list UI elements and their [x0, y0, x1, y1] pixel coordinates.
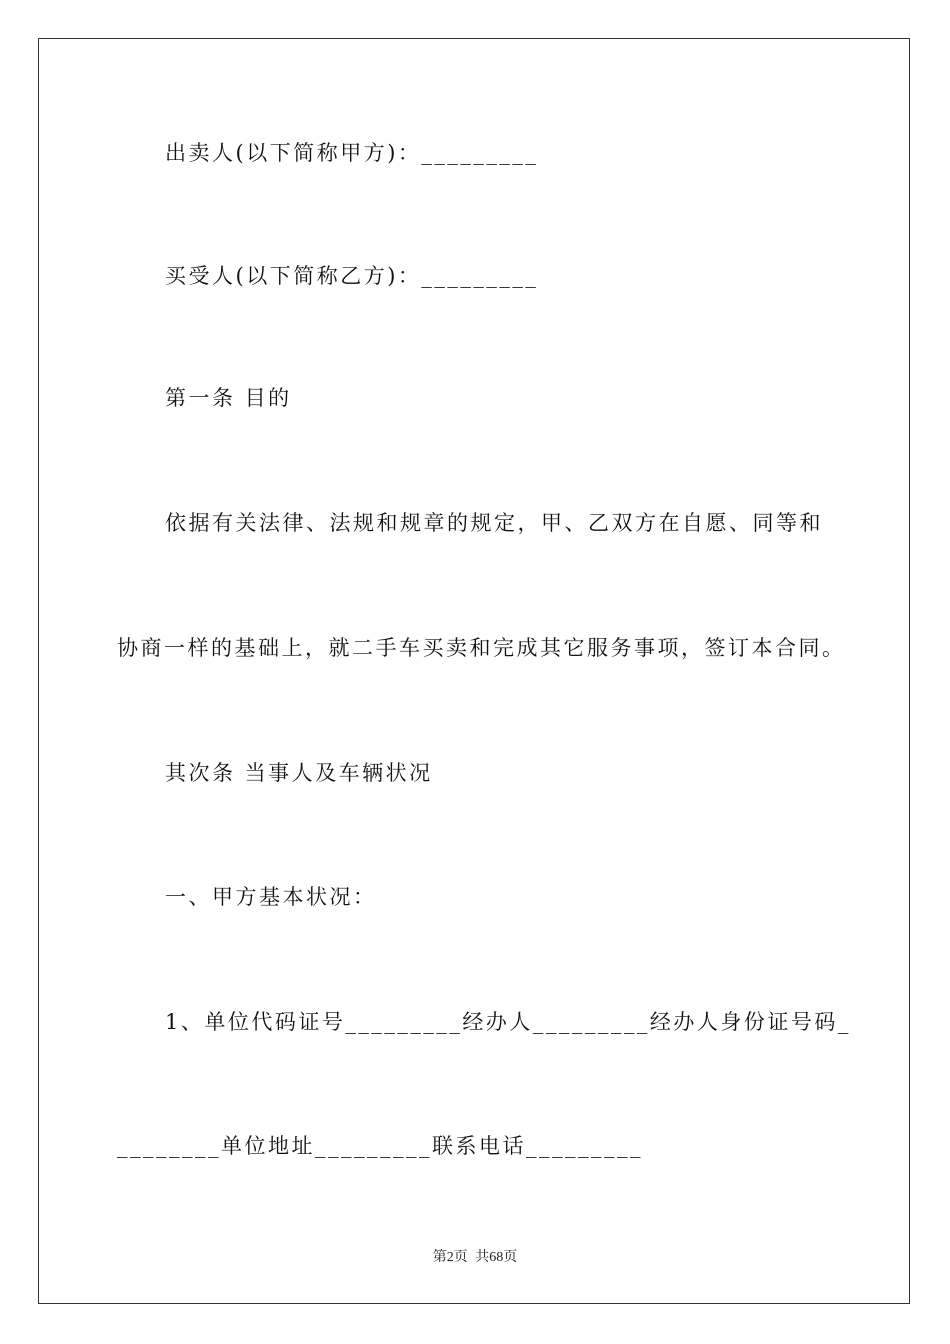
page-border	[38, 38, 910, 1304]
purpose-paragraph-line-1: 依据有关法律、法规和规章的规定，甲、乙双方在自愿、同等和	[165, 511, 823, 535]
party-a-info-line-2: ________单位地址_________联系电话_________	[117, 1134, 643, 1158]
party-a-info-line-1: 1、单位代码证号_________经办人_________经办人身份证号码_	[165, 1010, 851, 1034]
page-number-footer: 第2页 共68页	[432, 1250, 518, 1265]
party-a-heading: 一、甲方基本状况：	[165, 885, 377, 909]
buyer-line: 买受人(以下简称乙方)：_________	[165, 264, 539, 288]
article-one-heading: 第一条 目的	[165, 386, 292, 410]
seller-line: 出卖人(以下简称甲方)：_________	[165, 141, 539, 165]
article-two-heading: 其次条 当事人及车辆状况	[165, 761, 433, 785]
purpose-paragraph-line-2: 协商一样的基础上，就二手车买卖和完成其它服务事项，签订本合同。	[117, 636, 846, 660]
